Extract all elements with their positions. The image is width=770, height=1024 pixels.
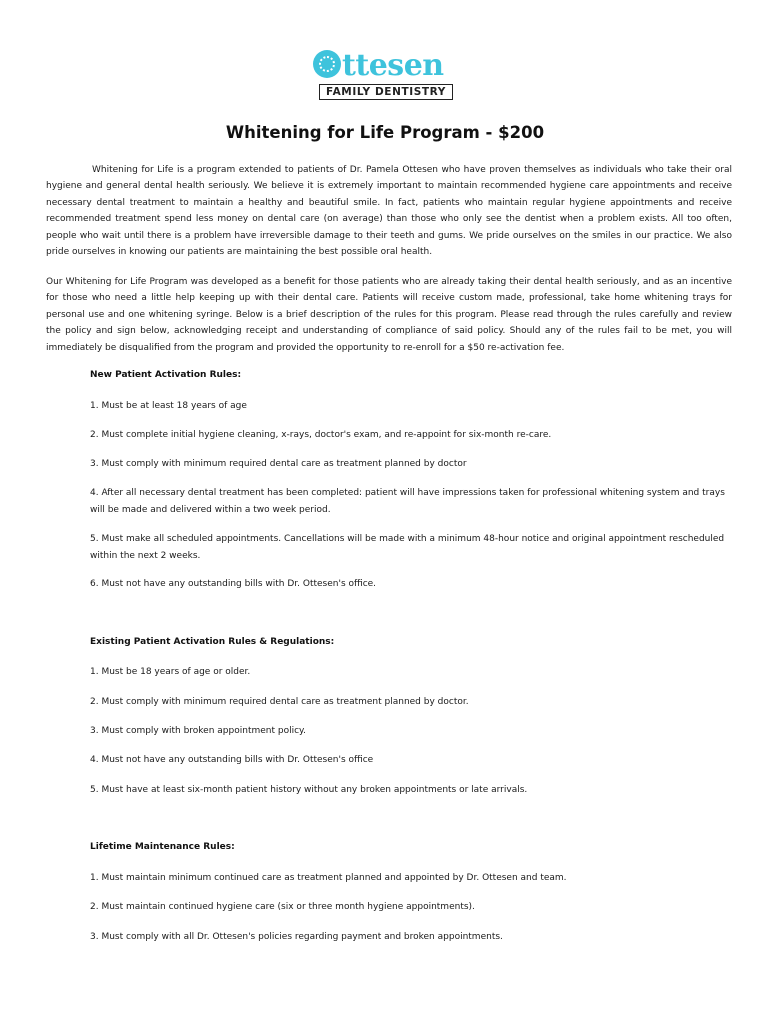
rule-item: 3. Must comply with minimum required dental care as treatment planned by doctor <box>90 459 467 469</box>
rule-item: 2. Must complete initial hygiene cleaning, x-rays, doctor's exam, and re-appoint for six-month re-care. <box>90 430 552 440</box>
intro-paragraph: Whitening for Life is a program extended to patients of Dr. Pamela Ottesen who have proven themselves as individuals who take their oral hygiene and general dental health seriously. We believe it is extremely important to maintain recommended hygiene care appointments and receive necessary dental treatment to maintain a healthy and beautiful smile. In fact, patients who maintain regular hygiene appointments and receive recommended treatment spend less money on dental care (on average) than those who only see the dentist when a problem exists. All too often, people who wait until there is a problem have irreversible damage to their teeth and gums. We pride ourselves on the smiles in our practice. We also pride ourselves in knowing our patients are maintaining the best possible oral health. <box>46 165 732 258</box>
rule-item: 4. After all necessary dental treatment has been completed: patient will have impressions taken for professional whitening system and trays will be made and delivered within a two week period. <box>90 488 725 515</box>
rule-item: 3. Must comply with broken appointment policy. <box>90 726 306 736</box>
program-paragraph: Our Whitening for Life Program was developed as a benefit for those patients who are already taking their dental health seriously, and as an incentive for those who need a little help keeping up with their dental care. Patients will receive custom made, professional, take home whitening trays for personal use and one whitening syringe. Below is a brief description of the rules for this program. Please read through the rules carefully and review the policy and sign below, acknowledging receipt and understanding of compliance of said policy. Should any of the rules fail to be met, you will immediately be disqualified from the program and provided the opportunity to re-enroll for a $50 re-activation fee. <box>46 277 732 353</box>
rule-item: 6. Must not have any outstanding bills with Dr. Ottesen's office. <box>90 579 377 589</box>
logo-wordmark-text: ttesen <box>342 48 444 83</box>
rule-item: 3. Must comply with all Dr. Ottesen's policies regarding payment and broken appointments. <box>90 932 503 942</box>
rule-item: 1. Must be at least 18 years of age <box>90 401 247 411</box>
rule-item: 5. Must have at least six-month patient history without any broken appointments or late arrivals. <box>90 785 528 795</box>
logo-o-tooth-icon <box>313 50 341 78</box>
rule-item: 5. Must make all scheduled appointments. Cancellations will be made with a minimum 48-hour notice and original appointment rescheduled within the next 2 weeks. <box>90 534 725 561</box>
page-title: Whitening for Life Program - $200 <box>225 123 545 142</box>
section-heading-existing-patient: Existing Patient Activation Rules & Regulations: <box>90 637 335 647</box>
logo-wordmark <box>313 49 459 83</box>
section-heading-lifetime-maintenance: Lifetime Maintenance Rules: <box>90 842 235 852</box>
rule-item: 1. Must maintain minimum continued care as treatment planned and appointed by Dr. Ottesen and team. <box>90 873 567 883</box>
rule-item: 2. Must comply with minimum required dental care as treatment planned by doctor. <box>90 697 469 707</box>
practice-logo <box>313 49 459 103</box>
rule-item: 4. Must not have any outstanding bills with Dr. Ottesen's office <box>90 755 374 765</box>
rule-item: 1. Must be 18 years of age or older. <box>90 667 251 677</box>
logo-tagline: FAMILY DENTISTRY <box>319 84 453 100</box>
section-heading-new-patient: New Patient Activation Rules: <box>90 370 242 380</box>
rule-item: 2. Must maintain continued hygiene care (six or three month hygiene appointments). <box>90 902 475 912</box>
